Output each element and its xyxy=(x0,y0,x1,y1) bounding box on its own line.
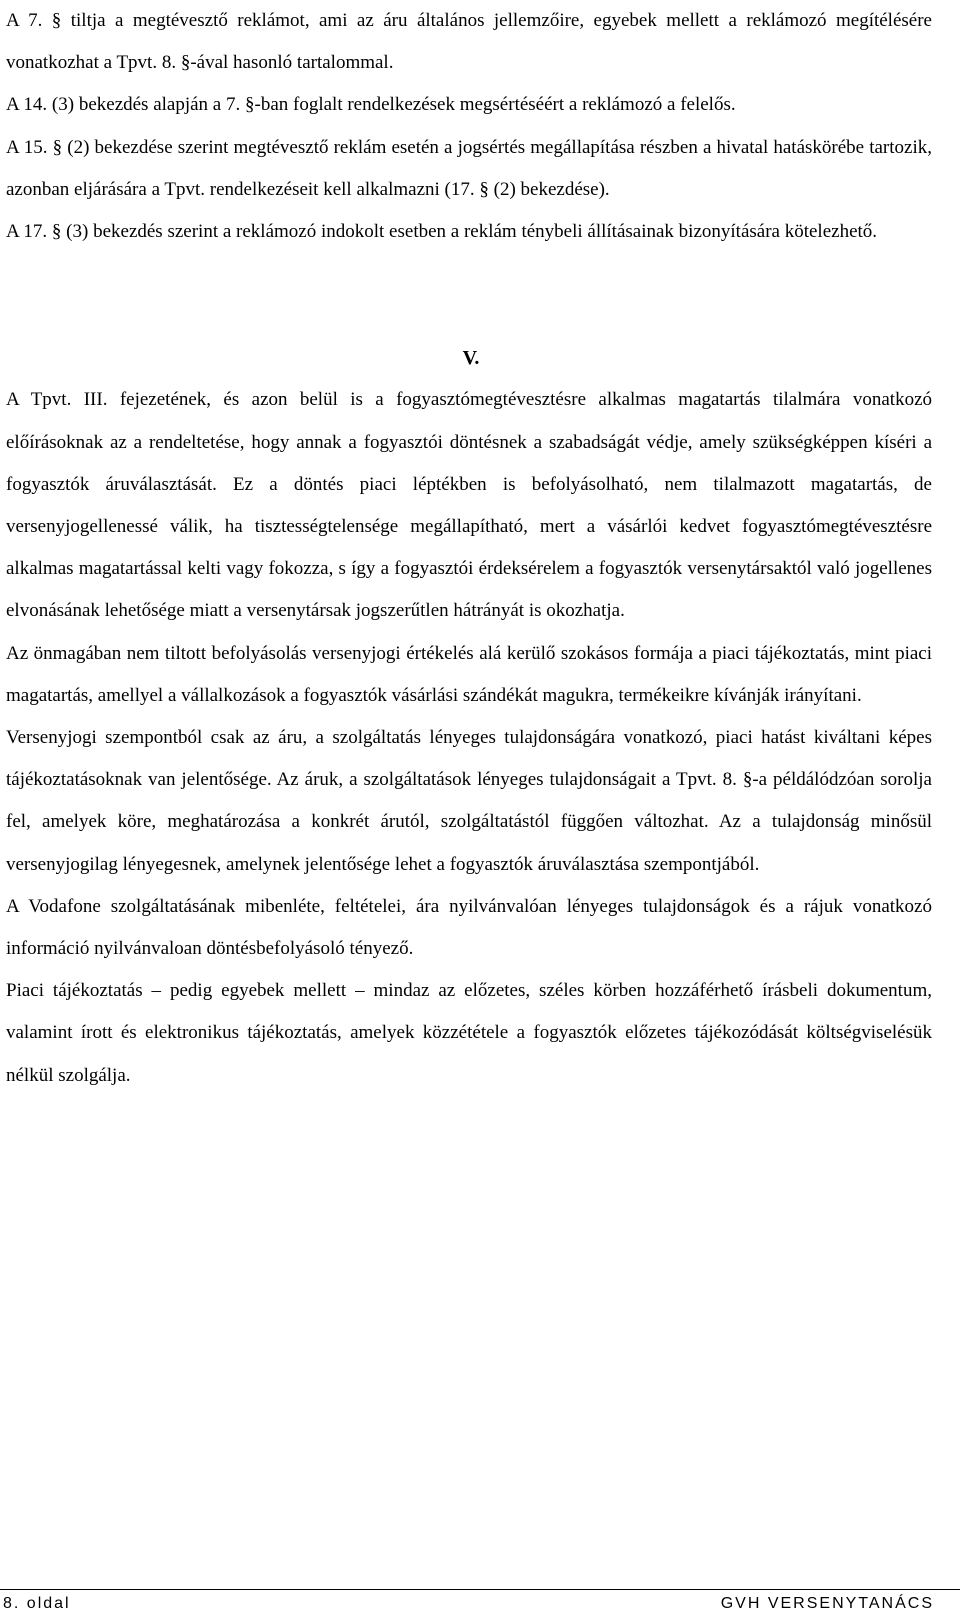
footer-organization: GVH VERSENYTANÁCS xyxy=(720,1595,934,1612)
footer-divider xyxy=(0,1589,960,1590)
paragraph-7: A 7. § tiltja a megtévesztő reklámot, ami az áru általános jellemzőire, egyebek mellett a reklámozó megítélésére vonatkozhat a Tpvt. 8. §-ával hasonló tartalommal. xyxy=(6,10,932,74)
paragraph-tpvt-iii: A Tpvt. III. fejezetének, és azon belül is a fogyasztómegtévesztésre alkalmas magatartás tilalmára vonatkozó előírásoknak az a rendeltetése, hogy annak a fogyasztói döntésnek a szabadságát védje, amely szükségképpen kíséri a fogyasztók áruválasztását. Ez a döntés piaci léptékben is befolyásolható, nem tilalmazott magatartás, de versenyjogellenessé válik, ha tisztességtelensége megállapítható, mert a vásárlói kedvet fogyasztómegtévesztésre alkalmas magatartással kelti vagy fokozza, s így a fogyasztói érdeksérelem a fogyasztók versenytársaktól való jogellenes elvonásának lehetősége miatt a versenytársak jogszerűtlen hátrányát is okozhatja. xyxy=(6,389,932,622)
page-number: 8. oldal xyxy=(3,1595,71,1612)
paragraph-influence: Az önmagában nem tiltott befolyásolás versenyjogi értékelés alá kerülő szokásos formája a piaci tájékoztatás, mint piaci magatartás, amellyel a vállalkozások a fogyasztók vásárlási szándékát magukra, termékeikre kívánják irányítani. xyxy=(6,642,932,706)
section-title: V. xyxy=(462,347,480,370)
section-spacer xyxy=(6,253,932,337)
paragraph-15: A 15. § (2) bekezdése szerint megtévesztő reklám esetén a jogsértés megállapítása részben a hivatal hatáskörébe tartozik, azonban eljárására a Tpvt. rendelkezéseit kell alkalmazni (17. § (2) bekezdése). xyxy=(6,136,932,200)
paragraph-competition-law: Versenyjogi szempontból csak az áru, a szolgáltatás lényeges tulajdonságára vonatkozó, piaci hatást kiváltani képes tájékoztatásoknak van jelentősége. Az áruk, a szolgáltatások lényeges tulajdonságait a Tpvt. 8. §-a példálódzóan sorolja fel, amelyek köre, meghatározása a konkrét árutól, szolgáltatástól függően változhat. Az a tulajdonság minősül versenyjogilag lényegesnek, amelynek jelentősége lehet a fogyasztók áruválasztása szempontjából. xyxy=(6,727,932,875)
paragraph-14: A 14. (3) bekezdés alapján a 7. §-ban foglalt rendelkezések megsértéséért a reklámozó a felelős. xyxy=(6,94,736,116)
document-page xyxy=(6,0,932,1097)
paragraph-market-info: Piaci tájékoztatás – pedig egyebek mellett – mindaz az előzetes, széles körben hozzáférhető írásbeli dokumentum, valamint írott és elektronikus tájékoztatás, amelyek közzététele a fogyasztók előzetes tájékozódását költségviselésük nélkül szolgálja. xyxy=(6,980,932,1086)
paragraph-vodafone: A Vodafone szolgáltatásának mibenléte, feltételei, ára nyilvánvalóan lényeges tulajdonságok és a rájuk vonatkozó információ nyilvánvaloan döntésbefolyásoló tényező. xyxy=(6,895,932,960)
paragraph-17: A 17. § (3) bekezdés szerint a reklámozó indokolt esetben a reklám ténybeli állításainak bizonyítására kötelezhető. xyxy=(6,221,878,243)
